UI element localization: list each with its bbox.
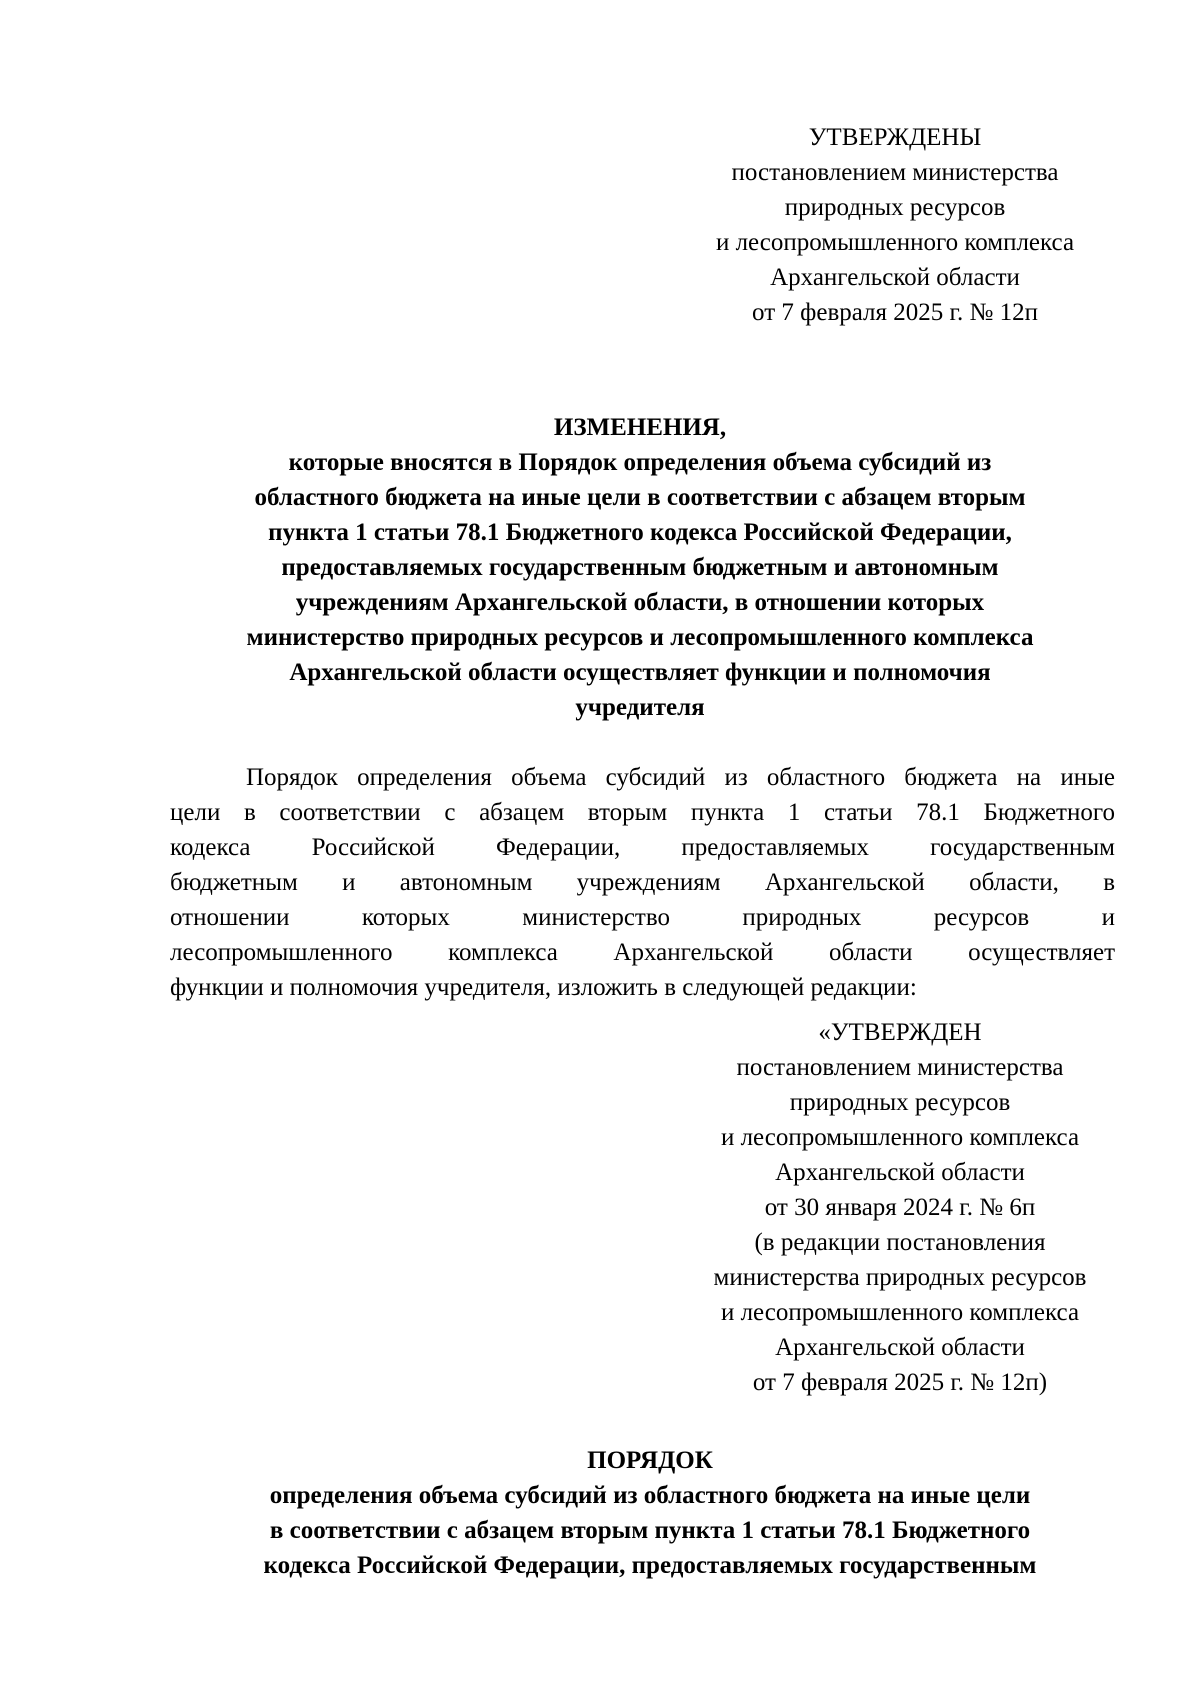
approval-line: Архангельской области [775, 1334, 1025, 1361]
changes-heading [170, 410, 1110, 725]
approval-line: и лесопромышленного комплекса [715, 229, 1075, 256]
approval-date-line: от 7 февраля 2025 г. № 12п) [752, 1369, 1048, 1396]
approval-title: «УТВЕРЖДЕН [818, 1019, 982, 1046]
heading-line: Архангельской области осуществляет функции и полномочия [289, 659, 991, 686]
paragraph-line: лесопромышленного комплекса Архангельской области осуществляет [170, 939, 1115, 966]
heading-line: пункта 1 статьи 78.1 Бюджетного кодекса Российской Федерации, [268, 519, 1012, 546]
paragraph-line: бюджетным и автономным учреждениям Архангельской области, в [170, 869, 1115, 896]
approval-title: УТВЕРЖДЕНЫ [808, 124, 982, 151]
body-paragraph [170, 760, 1115, 1005]
heading-line: кодекса Российской Федерации, предоставляемых государственным [263, 1552, 1037, 1579]
approval-stamp-block [660, 120, 1130, 330]
approval-line: и лесопромышленного комплекса [720, 1299, 1080, 1326]
approval-line: природных ресурсов [789, 1089, 1011, 1116]
paragraph-line: кодекса Российской Федерации, предоставляемых государственным [170, 834, 1115, 861]
heading-line: которые вносятся в Порядок определения объема субсидий из [288, 449, 992, 476]
paragraph-line: цели в соответствии с абзацем вторым пункта 1 статьи 78.1 Бюджетного [170, 799, 1115, 826]
approval-line: и лесопромышленного комплекса [720, 1124, 1080, 1151]
approval-line: постановлением министерства [731, 159, 1059, 186]
quoted-approval-block [660, 1015, 1140, 1400]
paragraph-line: отношении которых министерство природных ресурсов и [170, 904, 1115, 931]
heading-line: учредителя [575, 694, 705, 721]
approval-line: министерства природных ресурсов [713, 1264, 1087, 1291]
heading-line: в соответствии с абзацем вторым пункта 1 статьи 78.1 Бюджетного [269, 1517, 1031, 1544]
approval-line: постановлением министерства [736, 1054, 1064, 1081]
approval-line: природных ресурсов [784, 194, 1006, 221]
paragraph-line: Порядок определения объема субсидий из областного бюджета на иные [246, 764, 1115, 791]
approval-line: (в редакции постановления [754, 1229, 1046, 1256]
heading-line: предоставляемых государственным бюджетным и автономным [281, 554, 999, 581]
heading-line: министерство природных ресурсов и лесопромышленного комплекса [246, 624, 1034, 651]
heading-line: определения объема субсидий из областного бюджета на иные цели [269, 1482, 1031, 1509]
approval-date-line: от 7 февраля 2025 г. № 12п [752, 299, 1038, 326]
paragraph-line: функции и полномочия учредителя, изложить в следующей редакции: [170, 974, 917, 1001]
heading-title: ПОРЯДОК [587, 1447, 713, 1474]
heading-line: учреждениям Архангельской области, в отношении которых [295, 589, 985, 616]
approval-date-line: от 30 января 2024 г. № 6п [764, 1194, 1036, 1221]
approval-line: Архангельской области [770, 264, 1020, 291]
heading-title: ИЗМЕНЕНИЯ, [553, 414, 727, 441]
heading-line: областного бюджета на иные цели в соответствии с абзацем вторым [254, 484, 1026, 511]
order-heading [175, 1443, 1125, 1583]
approval-line: Архангельской области [775, 1159, 1025, 1186]
